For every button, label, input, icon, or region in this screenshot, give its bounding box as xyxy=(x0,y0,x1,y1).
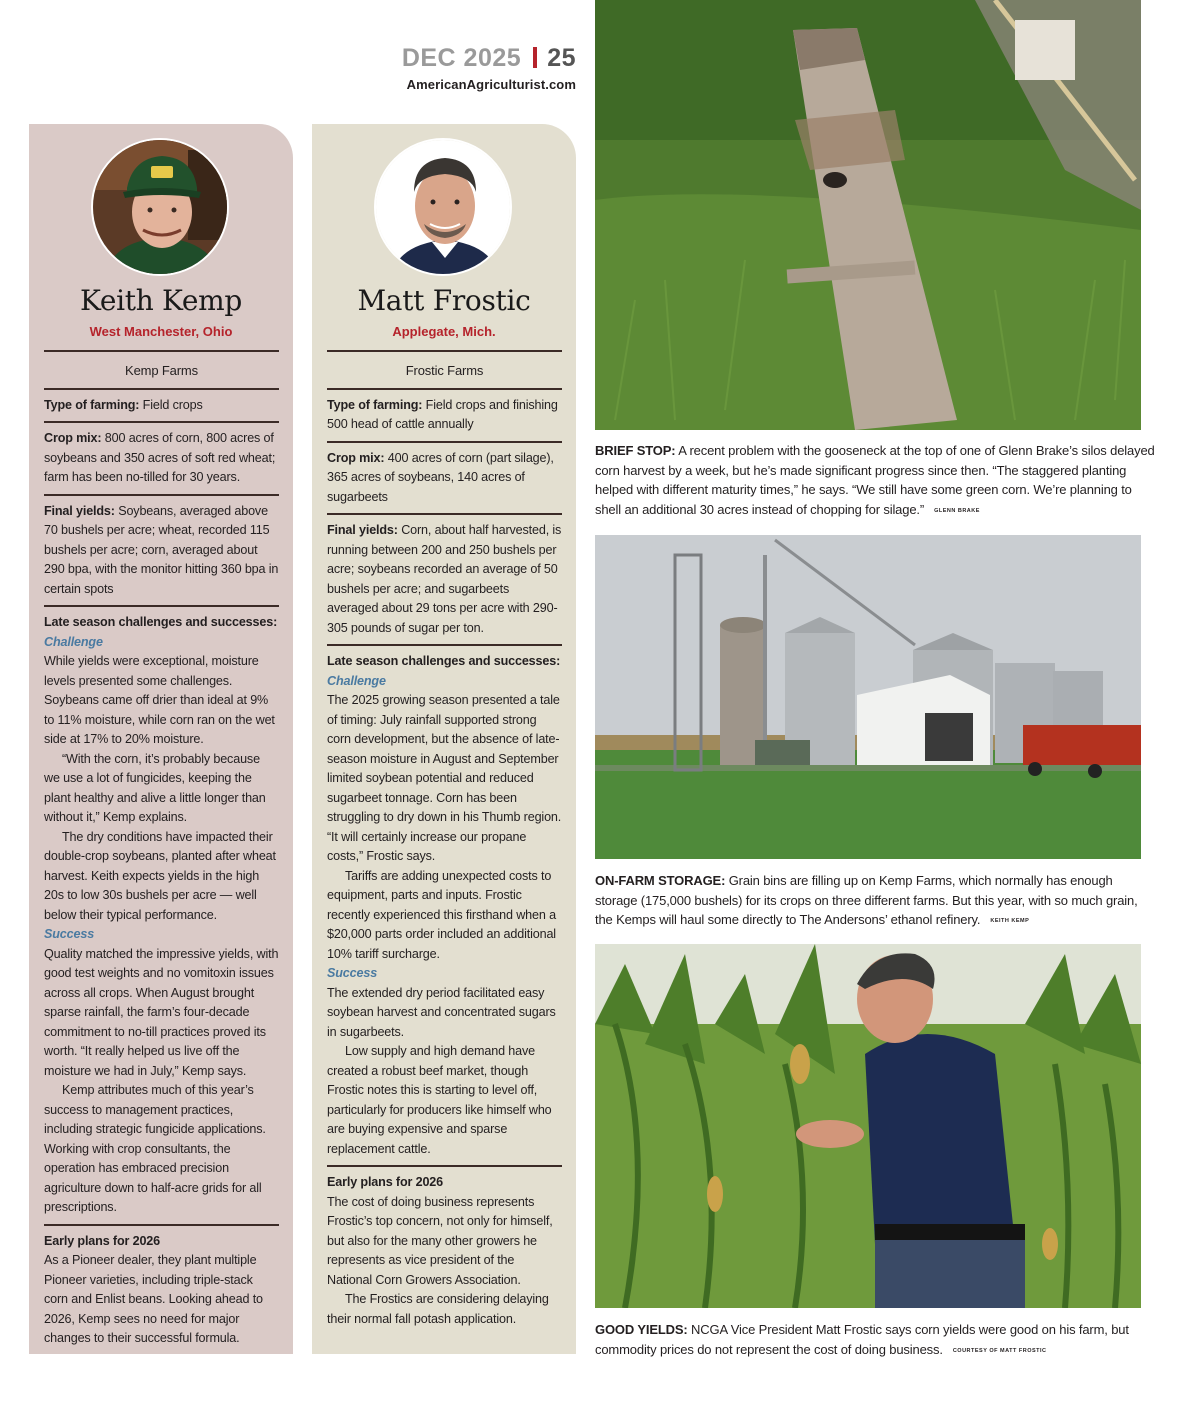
profile-name: Matt Frostic xyxy=(357,284,531,317)
crop-mix xyxy=(327,449,562,508)
success-paragraph: The extended dry period facilitated easy soybean harvest and concentrated sugars in sugarbeets. xyxy=(327,985,556,1039)
farm-name: Frostic Farms xyxy=(405,363,484,378)
type-text: Field crops and finishing 500 head of cattle annually xyxy=(327,397,558,431)
yields-label: Final yields: xyxy=(327,523,398,537)
photo-caption xyxy=(595,1320,1155,1361)
divider xyxy=(44,605,279,607)
divider xyxy=(44,421,279,423)
type-of-farming xyxy=(44,396,279,416)
challenge-paragraph: The dry conditions have impacted their double-crop soybeans, planted after wheat harvest. Keith expects yields in the high 20s to low 30s bushels per acre — well below their typical performance. xyxy=(44,829,276,922)
page-number: 25 xyxy=(547,44,576,72)
plans-heading: Early plans for 2026 xyxy=(44,1233,161,1248)
type-text: Field crops xyxy=(139,397,203,412)
challenge-paragraph: The 2025 growing season presented a tale of timing: July rainfall supported strong corn development, but the absence of late-season moisture in August and September limited soybean potential and reduced sugarbeet tonnage. Corn has been struggling to dry down in his Thumb region. “It will certainly increase our propane costs,” Frostic says. xyxy=(327,693,562,863)
divider xyxy=(44,350,279,352)
divider xyxy=(327,441,562,443)
challenge-heading: Challenge xyxy=(327,673,386,688)
photo-silo-gooseneck xyxy=(595,0,1141,430)
photo-grain-bins xyxy=(595,535,1141,859)
caption-text: Grain bins are filling up on Kemp Farms, which normally has enough storage (175,000 bushels) for its crops on three different farms. But this year, with so much grain, the Kemps will haul some directly to The Andersons’ ethanol refinery. xyxy=(595,873,1138,927)
profile-body-kemp xyxy=(44,344,279,1349)
page-header xyxy=(380,44,576,92)
caption-label: BRIEF STOP: xyxy=(595,443,676,458)
photo-caption xyxy=(595,871,1155,932)
plans-paragraph: As a Pioneer dealer, they plant multiple Pioneer varieties, including triple-stack corn and Enlist beans. Looking ahead to 2026, Kemp sees no need for major changes to their successful formula. xyxy=(44,1253,263,1345)
success-heading: Success xyxy=(44,927,95,941)
yields-label: Final yields: xyxy=(44,503,115,518)
yields-text: Corn, about half harvested, is running between 200 and 250 bushels per acre; soybeans recorded an average of 50 bushels per acre; and sugarbeets averaged about 29 tons per acre with 290-305 pounds of sugar per ton. xyxy=(327,523,562,635)
photo-credit: COURTESY OF MATT FROSTIC xyxy=(952,1347,1047,1354)
crop-label: Crop mix: xyxy=(327,450,385,465)
late-season-heading: Late season challenges and successes: xyxy=(327,654,561,668)
success-paragraph: Quality matched the impressive yields, with good test weights and no vomitoxin issues across all crops. When August brought sparse rainfall, the farm’s four-decade commitment to no-till practices proved its worth. “It really helped us live off the moisture we had in July,” Kemp says. xyxy=(44,946,279,1078)
issue-line xyxy=(380,44,576,73)
header-divider-bar xyxy=(533,47,537,68)
challenge-heading: Challenge xyxy=(44,634,103,649)
plans-paragraph: The cost of doing business represents Frostic’s top concern, not only for himself, but also for the many other growers he represents as vice president of the National Corn Growers Association. xyxy=(327,1194,553,1287)
caption-text: A recent problem with the gooseneck at the top of one of Glenn Brake’s silos delayed corn harvest by a week, but he’s made significant progress since then. “The staggered planting helped with different maturity times,” he says. “We still have some green corn. We’re planning to shell an additional 30 acres instead of chopping for silage.” xyxy=(595,443,1155,517)
crop-text: 400 acres of corn (part silage), 365 acres of soybeans, 140 acres of sugarbeets xyxy=(327,450,554,504)
type-label: Type of farming: xyxy=(44,397,140,412)
caption-text: NCGA Vice President Matt Frostic says corn yields were good on his farm, but commodity prices do not represent the cost of doing business. xyxy=(595,1322,1129,1357)
profile-card-frostic xyxy=(312,124,576,1354)
crop-text: 800 acres of corn, 800 acres of soybeans and 350 acres of soft red wheat; farm has been no-tilled for 30 years. xyxy=(44,431,276,484)
issue-date: DEC 2025 xyxy=(401,44,522,72)
profile-card-kemp xyxy=(29,124,293,1354)
farm-name: Kemp Farms xyxy=(125,363,198,378)
photo-credit: KEITH KEMP xyxy=(990,918,1030,924)
photo-corn-field xyxy=(595,944,1141,1308)
avatar-keith-kemp xyxy=(91,138,229,276)
final-yields xyxy=(44,502,279,600)
profile-name: Keith Kemp xyxy=(79,284,243,317)
divider xyxy=(44,494,279,496)
divider xyxy=(44,1224,279,1226)
success-paragraph: Kemp attributes much of this year’s success to management practices, including strategic fungicide applications. Working with crop consultants, the operation has embraced precision agriculture down to half-acre grids for all prescriptions. xyxy=(44,1083,266,1214)
plans-heading: Early plans for 2026 xyxy=(327,1175,444,1189)
crop-mix xyxy=(44,429,279,488)
challenge-paragraph: “With the corn, it’s probably because we use a lot of fungicides, keeping the plant healthy and alive a little longer than without it,” Kemp explains. xyxy=(44,751,266,824)
profile-location: West Manchester, Ohio xyxy=(89,324,233,339)
caption-label: GOOD YIELDS: xyxy=(595,1322,688,1337)
divider xyxy=(327,388,562,390)
divider xyxy=(327,350,562,352)
challenge-paragraph: While yields were exceptional, moisture levels presented some challenges. Soybeans came off drier than ideal at 9% to 11% moisture, while corn ran on the wet side at 17% to 20% moisture. xyxy=(44,654,275,746)
crop-label: Crop mix: xyxy=(44,431,102,445)
photo-credit: GLENN BRAKE xyxy=(934,507,980,514)
avatar-matt-frostic xyxy=(374,138,512,276)
final-yields xyxy=(327,521,562,638)
caption-label: ON-FARM STORAGE: xyxy=(595,873,726,888)
type-label: Type of farming: xyxy=(327,397,423,412)
challenge-paragraph: Tariffs are adding unexpected costs to equipment, parts and inputs. Frostic recently experienced this firsthand when a $20,000 parts order included an additional 10% tariff surcharge. xyxy=(327,868,556,961)
divider xyxy=(327,644,562,646)
divider xyxy=(327,1165,562,1167)
success-heading: Success xyxy=(327,966,378,980)
success-paragraph: Low supply and high demand have created a robust beef market, though Frostic notes this is starting to level off, particularly for producers like himself who are buying expensive and sparse replacement cattle. xyxy=(327,1044,552,1156)
profile-location: Applegate, Mich. xyxy=(392,324,496,339)
plans-paragraph: The Frostics are considering delaying their normal fall potash application. xyxy=(327,1292,549,1326)
profile-body-frostic xyxy=(327,344,562,1329)
type-of-farming xyxy=(327,396,562,435)
site-url[interactable]: AmericanAgriculturist.com xyxy=(406,77,576,92)
divider xyxy=(44,388,279,390)
yields-text: Soybeans, averaged above 70 bushels per acre; wheat, recorded 115 bushels per acre; corn, averaged about 290 bpa, with the monitor hitting 360 bpa in certain spots xyxy=(44,503,279,596)
divider xyxy=(327,513,562,515)
photo-caption xyxy=(595,441,1155,521)
late-season-heading: Late season challenges and successes: xyxy=(44,615,278,629)
